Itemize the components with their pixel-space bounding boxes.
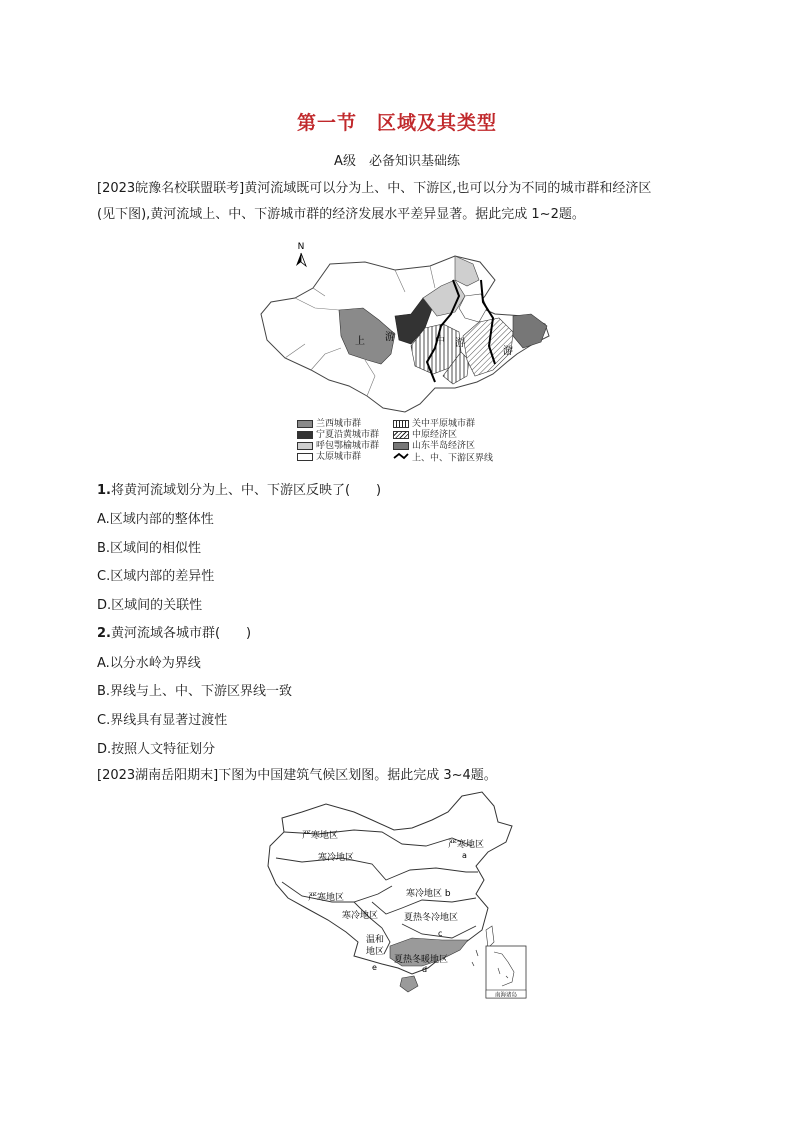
question-1-stem [97,479,381,498]
north-label: N [297,242,305,252]
question-2-stem [97,622,251,641]
legend-item-boundary: 上、中、下游区界线 [393,452,493,463]
intro-line-2: (见下图),黄河流域上、中、下游城市群的经济发展水平差异显著。据此完成 1~2题。 [97,207,585,222]
yellow-river-map [255,236,555,416]
legend-item-taiyuan: 太原城市群 [297,452,361,463]
hainan-island [400,976,418,992]
label-e: e [372,963,377,972]
label-mild-2: 地区 [366,947,385,957]
china-climate-map [262,790,542,1005]
label-cold-n: 寒冷地区 [318,853,355,863]
question-1-number: 1. [97,483,111,498]
label-severe-cold-ne: 严寒地区 [448,840,485,850]
label-cold-e: 寒冷地区 b [406,889,451,899]
legend-item-ningxia: 宁夏沿黄城市群 [297,430,379,441]
map1-label-zhong: 中 [435,336,445,347]
label-d: d [422,965,428,974]
label-mild-1: 温和 [366,935,385,945]
label-c: c [438,929,443,938]
label-hot-summer-warm-winter: 夏热冬暖地区 [394,955,449,965]
legend-item-zhongyuan: 中原经济区 [393,430,457,441]
taiwan-island [486,926,494,948]
question-2-number: 2. [97,626,111,641]
map1-label-you1: 游 [385,332,395,343]
label-severe-cold-w: 严寒地区 [308,893,345,903]
legend-item-lanxi: 兰西城市群 [297,419,361,430]
intro-line-1: [2023皖豫名校联盟联考]黄河流域既可以分为上、中、下游区,也可以分为不同的城市群和经济区 [97,181,652,196]
label-hot-summer-cold-winter: 夏热冬冷地区 [404,913,459,923]
map1-legend [297,419,507,465]
boundary-line-icon [393,452,409,464]
q2-option-d[interactable]: D.按照人文特征划分 [97,742,216,757]
map1-label-shang: 上 [355,336,365,347]
question-2-text: 黄河流域各城市群( ) [110,626,252,641]
q2-option-a[interactable]: A.以分水岭为界线 [97,656,201,671]
south-china-sea-inset [486,946,526,999]
q1-option-c[interactable]: C.区域内部的差异性 [97,569,215,584]
q1-option-d[interactable]: D.区域间的关联性 [97,598,203,613]
legend-item-hubao: 呼包鄂榆城市群 [297,441,379,452]
label-a: a [462,851,467,860]
page-title: 第一节 区域及其类型 [296,112,497,134]
q1-option-a[interactable]: A.区域内部的整体性 [97,512,214,527]
inset-label: 南海诸岛 [494,992,518,999]
map1-label-you2: 游 [455,338,465,349]
legend-item-shandong: 山东半岛经济区 [393,441,475,452]
intro-paragraph-1 [97,176,707,228]
level-title: A级 必备知识基础练 [334,154,460,169]
label-cold-sw: 寒冷地区 [342,911,379,921]
legend-item-guanzhong: 关中平原城市群 [393,419,475,430]
q1-option-b[interactable]: B.区域间的相似性 [97,541,202,556]
map1-label-you3: 游 [503,346,513,357]
question-1-text: 将黄河流域划分为上、中、下游区反映了( ) [110,483,382,498]
q2-option-b[interactable]: B.界线与上、中、下游区界线一致 [97,684,293,699]
q2-option-c[interactable]: C.界线具有显著过渡性 [97,713,228,728]
north-arrow-icon [296,242,306,266]
intro-paragraph-2: [2023湖南岳阳期末]下图为中国建筑气候区划图。据此完成 3~4题。 [97,768,497,783]
label-severe-cold-nw: 严寒地区 [302,831,339,841]
